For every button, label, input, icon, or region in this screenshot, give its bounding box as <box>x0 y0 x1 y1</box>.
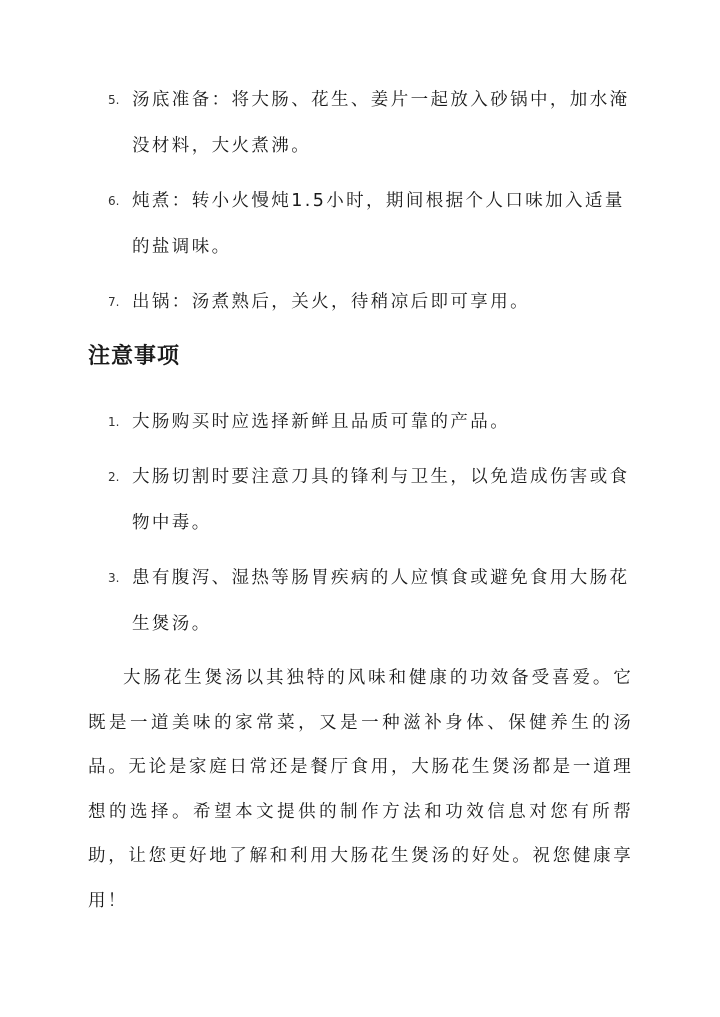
step-text: 炖煮：转小火慢炖1.5小时，期间根据个人口味加入适量的盐调味。 <box>132 191 625 257</box>
notes-list <box>0 399 720 656</box>
step-number: 7. <box>108 295 120 309</box>
note-text: 大肠购买时应选择新鲜且品质可靠的产品。 <box>132 412 511 432</box>
list-item <box>0 279 720 325</box>
notes-heading: 注意事项 <box>88 344 181 369</box>
note-number: 3. <box>108 571 120 585</box>
list-item <box>0 555 720 647</box>
summary-paragraph: 大肠花生煲汤以其独特的风味和健康的功效备受喜爱。它既是一道美味的家常菜，又是一种滋补身体、保健养生的汤品。无论是家庭日常还是餐厅食用，大肠花生煲汤都是一道理想的选择。希望本文提供的制作方法和功效信息对您有所帮助，让您更好地了解和利用大肠花生煲汤的好处。祝您健康享用！ <box>88 668 633 911</box>
note-number: 1. <box>108 415 120 429</box>
note-number: 2. <box>108 470 120 484</box>
list-item <box>0 77 720 169</box>
list-item <box>0 178 720 270</box>
note-text: 患有腹泻、湿热等肠胃疾病的人应慎食或避免食用大肠花生煲汤。 <box>132 568 630 634</box>
list-item <box>0 454 720 546</box>
recipe-steps-list <box>0 77 720 334</box>
list-item <box>0 399 720 445</box>
step-number: 5. <box>108 93 120 107</box>
step-text: 汤底准备：将大肠、花生、姜片一起放入砂锅中，加水淹没材料，大火煮沸。 <box>132 90 630 156</box>
step-text: 出锅：汤煮熟后，关火，待稍凉后即可享用。 <box>132 292 530 312</box>
note-text: 大肠切割时要注意刀具的锋利与卫生，以免造成伤害或食物中毒。 <box>132 467 630 533</box>
step-number: 6. <box>108 194 120 208</box>
